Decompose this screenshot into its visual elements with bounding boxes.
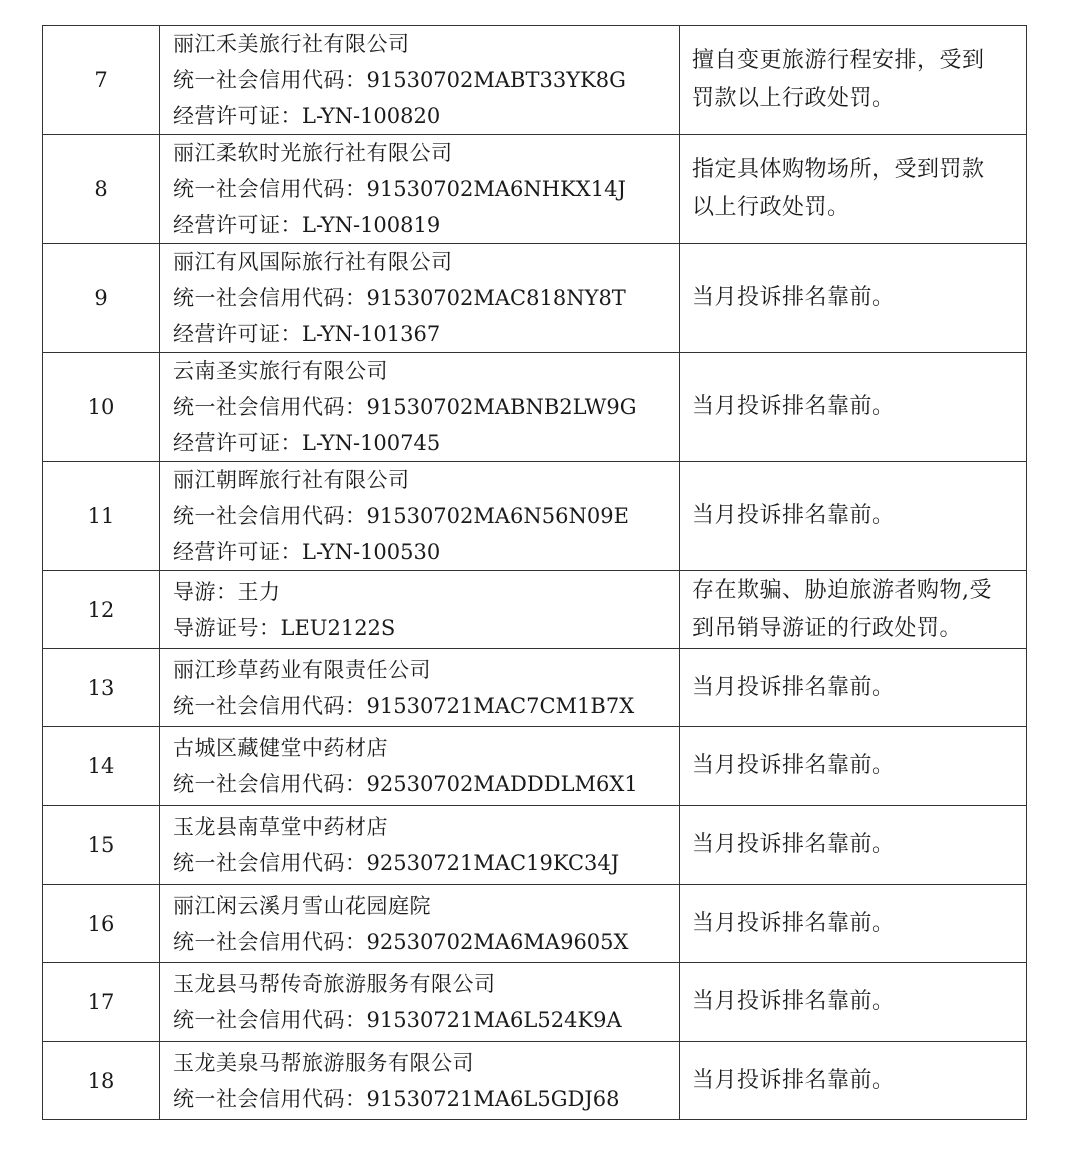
reason-cell [680, 649, 1027, 727]
entity-cell [160, 135, 680, 244]
row-number: 7 [43, 26, 160, 135]
row-number: 13 [43, 649, 160, 727]
table-row [43, 353, 1027, 462]
credit-code-line [173, 1002, 679, 1038]
guide-name: 王力 [237, 579, 281, 604]
license-label: 经营许可证： [173, 213, 302, 237]
table-row [43, 727, 1027, 806]
credit-code: 91530721MAC7CM1B7X [366, 693, 635, 718]
license-number: L-YN-100745 [302, 431, 441, 455]
license-line [173, 98, 679, 134]
entity-name: 丽江禾美旅行社有限公司 [173, 32, 410, 56]
entity-cell [160, 1042, 680, 1120]
reason-cell [680, 1042, 1027, 1120]
entity-name: 玉龙县马帮传奇旅游服务有限公司 [173, 972, 496, 996]
blacklist-table-container [42, 25, 1026, 1120]
row-number: 12 [43, 571, 160, 649]
reason-cell [680, 806, 1027, 885]
reason-cell [680, 353, 1027, 462]
reason-cell [680, 963, 1027, 1042]
credit-code-line [173, 688, 679, 724]
license-label: 经营许可证： [173, 431, 302, 455]
entity-cell [160, 885, 680, 963]
entity-name: 丽江柔软时光旅行社有限公司 [173, 141, 453, 165]
credit-code-label: 统一社会信用代码： [173, 395, 367, 419]
reason-cell [680, 571, 1027, 649]
reason-line: 以上行政处罚。 [692, 195, 850, 220]
reason-line: 当月投诉排名靠前。 [692, 1067, 895, 1093]
credit-code-line [173, 171, 679, 207]
row-number: 18 [43, 1042, 160, 1120]
table-row [43, 26, 1027, 135]
reason-line: 当月投诉排名靠前。 [692, 832, 895, 857]
entity-cell [160, 353, 680, 462]
reason-line: 到吊销导游证的行政处罚。 [692, 615, 963, 641]
credit-code-label: 统一社会信用代码： [173, 286, 367, 310]
entity-name: 丽江有风国际旅行社有限公司 [173, 250, 453, 274]
guide-name-line [173, 574, 679, 610]
license-label: 经营许可证： [173, 104, 302, 128]
license-line [173, 534, 679, 570]
table-row [43, 571, 1027, 649]
credit-code-label: 统一社会信用代码： [173, 772, 367, 796]
reason-line: 当月投诉排名靠前。 [692, 753, 895, 778]
credit-code: 91530721MA6L5GDJ68 [366, 1086, 620, 1111]
reason-line: 当月投诉排名靠前。 [692, 394, 895, 419]
entity-name: 丽江珍草药业有限责任公司 [173, 657, 431, 682]
credit-code-line [173, 766, 679, 802]
license-line [173, 316, 679, 352]
reason-cell [680, 462, 1027, 571]
license-label: 经营许可证： [173, 540, 302, 564]
credit-code-line [173, 924, 679, 960]
license-number: L-YN-101367 [302, 322, 441, 346]
credit-code-line [173, 845, 679, 881]
reason-line: 存在欺骗、胁迫旅游者购物,受 [692, 577, 992, 603]
credit-code-label: 统一社会信用代码： [173, 504, 367, 528]
license-number: L-YN-100819 [302, 213, 441, 237]
credit-code-label: 统一社会信用代码： [173, 929, 367, 954]
credit-code: 91530702MABNB2LW9G [366, 395, 637, 419]
license-line [173, 425, 679, 461]
reason-line: 指定具体购物场所，受到罚款 [692, 157, 985, 182]
reason-cell [680, 244, 1027, 353]
credit-code-line [173, 1081, 679, 1117]
guide-cell [160, 571, 680, 649]
credit-code-line [173, 280, 679, 316]
row-number: 15 [43, 806, 160, 885]
credit-code-label: 统一社会信用代码： [173, 851, 367, 875]
entity-name: 玉龙县南草堂中药材店 [173, 815, 388, 839]
credit-code: 92530721MAC19KC34J [366, 851, 620, 875]
entity-cell [160, 26, 680, 135]
entity-cell [160, 963, 680, 1042]
row-number: 10 [43, 353, 160, 462]
credit-code-label: 统一社会信用代码： [173, 177, 367, 201]
entity-cell [160, 649, 680, 727]
entity-cell [160, 462, 680, 571]
credit-code: 91530702MABT33YK8G [366, 68, 626, 92]
table-row [43, 135, 1027, 244]
entity-name: 云南圣实旅行有限公司 [173, 359, 388, 383]
credit-code: 91530702MA6N56N09E [366, 504, 629, 528]
blacklist-table [42, 25, 1027, 1120]
credit-code-line [173, 62, 679, 98]
row-number: 9 [43, 244, 160, 353]
entity-name: 丽江闲云溪月雪山花园庭院 [173, 893, 431, 918]
credit-code-line [173, 389, 679, 425]
guide-cert-number: LEU2122S [280, 615, 396, 640]
license-line [173, 207, 679, 243]
reason-cell [680, 135, 1027, 244]
credit-code: 92530702MADDDLM6X1 [366, 772, 638, 796]
credit-code-line [173, 498, 679, 534]
table-row [43, 806, 1027, 885]
entity-cell [160, 727, 680, 806]
entity-cell [160, 806, 680, 885]
entity-name: 古城区藏健堂中药材店 [173, 736, 388, 760]
reason-cell [680, 727, 1027, 806]
reason-cell [680, 26, 1027, 135]
guide-cert-label: 导游证号： [173, 615, 281, 640]
license-label: 经营许可证： [173, 322, 302, 346]
credit-code-label: 统一社会信用代码： [173, 68, 367, 92]
guide-cert-line [173, 610, 679, 646]
reason-line: 当月投诉排名靠前。 [692, 503, 895, 528]
table-row [43, 244, 1027, 353]
reason-line: 当月投诉排名靠前。 [692, 674, 895, 700]
credit-code: 92530702MA6MA9605X [366, 929, 629, 954]
row-number: 16 [43, 885, 160, 963]
row-number: 11 [43, 462, 160, 571]
table-row [43, 649, 1027, 727]
reason-line: 罚款以上行政处罚。 [692, 86, 895, 111]
row-number: 17 [43, 963, 160, 1042]
credit-code: 91530702MA6NHKX14J [366, 177, 626, 201]
reason-line: 擅自变更旅游行程安排，受到 [692, 48, 985, 73]
row-number: 8 [43, 135, 160, 244]
reason-line: 当月投诉排名靠前。 [692, 285, 895, 310]
row-number: 14 [43, 727, 160, 806]
entity-name: 丽江朝晖旅行社有限公司 [173, 468, 410, 492]
reason-line: 当月投诉排名靠前。 [692, 910, 895, 936]
table-row [43, 963, 1027, 1042]
reason-cell [680, 885, 1027, 963]
reason-line: 当月投诉排名靠前。 [692, 989, 895, 1014]
entity-name: 玉龙美泉马帮旅游服务有限公司 [173, 1050, 474, 1075]
credit-code-label: 统一社会信用代码： [173, 1086, 367, 1111]
credit-code-label: 统一社会信用代码： [173, 693, 367, 718]
license-number: L-YN-100820 [302, 104, 441, 128]
license-number: L-YN-100530 [302, 540, 441, 564]
credit-code: 91530721MA6L524K9A [366, 1008, 622, 1032]
credit-code: 91530702MAC818NY8T [366, 286, 626, 310]
entity-cell [160, 244, 680, 353]
guide-label: 导游： [173, 579, 238, 604]
table-row [43, 462, 1027, 571]
credit-code-label: 统一社会信用代码： [173, 1008, 367, 1032]
table-row [43, 1042, 1027, 1120]
table-row [43, 885, 1027, 963]
